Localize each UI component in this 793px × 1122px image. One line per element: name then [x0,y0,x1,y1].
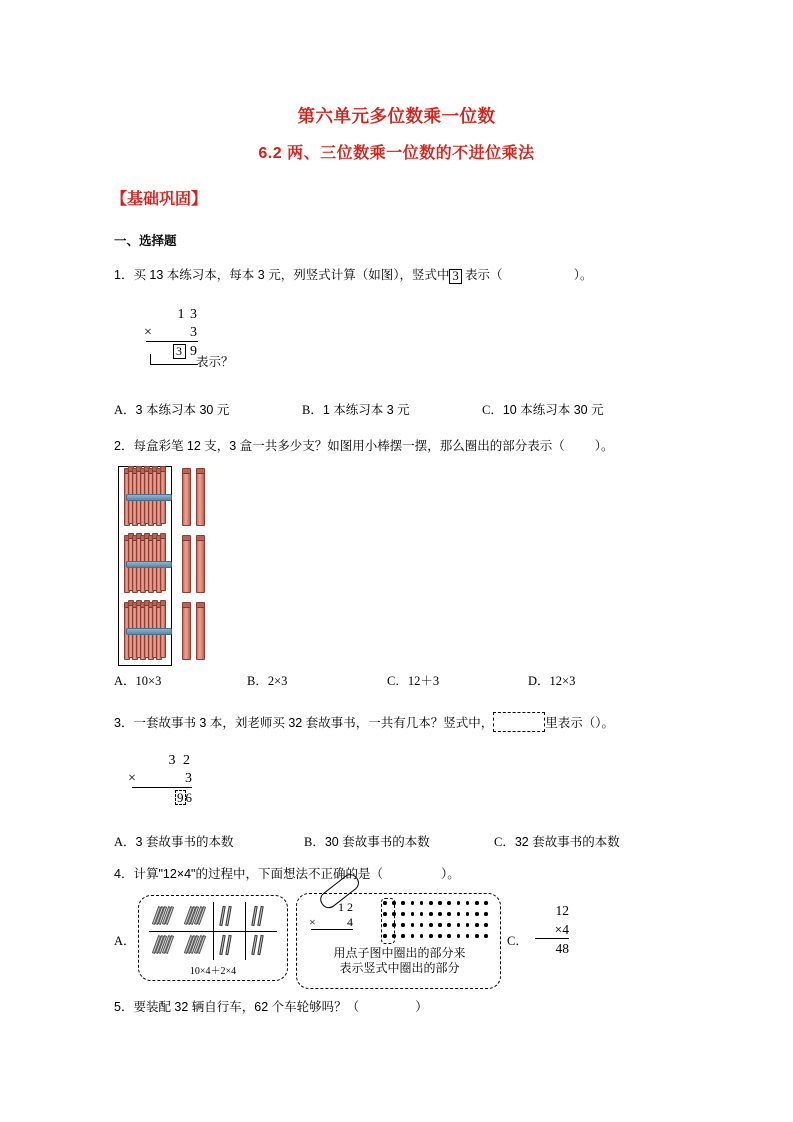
q1-result-boxed-digit: 3 [173,344,186,359]
dot [457,934,461,938]
q2-sticks-figure [118,466,214,666]
stick-bundle-row [118,466,214,528]
dot [411,901,415,905]
loose-stick [182,468,191,526]
stick-cap [161,601,165,606]
q1-boxed-digit: 3 [449,269,461,284]
dot [475,901,479,905]
q4-option-b-caption [303,946,496,976]
q1-option-a-text: 3 本练习本 30 元 [135,403,230,417]
q3-result-rest: 6 [185,790,192,805]
q4-option-c-key[interactable]: C． [507,934,528,948]
loose-stick [196,468,205,526]
q2-option-b-text: 2×3 [267,674,288,688]
question-1-text [114,265,684,285]
q2-option-a-text: 10×3 [135,674,162,688]
q1-text-after: 表示（ [464,268,503,282]
stick-bundle [124,466,166,524]
grid-vertical-line-2 [245,902,246,960]
dot-row [383,901,495,905]
dot [429,912,433,916]
dot [438,934,442,938]
dot [447,912,451,916]
mini-stick [257,906,264,926]
q3-multiplicand: 3 2 [168,753,192,768]
dot [420,901,424,905]
bundle-band [126,494,172,501]
loose-stick [196,602,205,660]
dot [457,912,461,916]
q1-pointer-label: 表示？ [196,355,234,369]
q2-option-d-text: 12×3 [549,674,576,688]
page-title-unit: 第六单元多位数乘一位数 [297,106,496,126]
q4-option-c-figure[interactable] [535,901,569,958]
q3-result-dashed-digit: 9 [177,790,184,805]
bundle-band [126,628,172,635]
q3-multiplier-row [128,770,192,788]
stick-bundle-row [118,533,214,595]
dot [475,934,479,938]
stick-pair [221,906,237,926]
question-4-text [114,864,684,884]
q3-option-c-text: 32 套故事书的本数 [514,835,620,849]
multiply-sign-icon: × [309,915,316,929]
q3-option-a[interactable]: A．3 套故事书的本数 [114,835,234,849]
stick-pair [221,935,237,955]
loose-stick [182,602,191,660]
stick-cap [183,469,190,474]
dot [484,923,488,927]
dot [484,934,488,938]
dot-row [383,923,495,927]
dot [401,912,405,916]
q4-text-end: ）。 [440,867,460,881]
subsection-header: 一、选择题 [114,234,177,248]
stick-bundle-row [118,600,214,662]
q2-option-a[interactable]: A．10×3 [114,674,162,688]
dot [438,912,442,916]
bundle-band [126,561,172,568]
dot [438,923,442,927]
dot-row [383,934,495,938]
question-3-text [114,712,684,733]
q3-option-c[interactable]: C．32 套故事书的本数 [494,835,620,849]
stick-cap [197,469,204,474]
dot [429,934,433,938]
q4-b-multiplicand: 1 2 [338,900,353,914]
dot [438,901,442,905]
q3-option-a-text: 3 套故事书的本数 [135,835,234,849]
multiply-sign-icon: × [144,325,153,340]
q4-option-c-letter: C [507,934,516,948]
mini-bundle [155,935,175,955]
stick-cap [183,536,190,541]
stick-cap [183,603,190,608]
dot [457,923,461,927]
dot [411,912,415,916]
q3-option-c-key: C [494,835,503,849]
stick-bundle [124,533,166,591]
stick-cap [161,534,165,539]
loose-stick [182,535,191,593]
mini-bundle [155,906,175,926]
mini-stick [225,906,232,926]
dot [401,923,405,927]
q3-text-after: 里表示（）。 [545,716,614,730]
q4-option-a-formula: 10×4＋2×4 [189,966,237,977]
question-5-text [114,997,684,1017]
q1-multiplicand: 1 3 [177,307,198,322]
question-1-options [114,400,694,418]
dot [401,901,405,905]
q2-option-c[interactable]: C．12＋3 [387,674,440,688]
stick-bundle [124,600,166,658]
q1-text-end: ）。 [573,268,593,282]
dot [411,923,415,927]
question-2-options [114,671,694,689]
q1-text-before: 1．买 13 本练习本，每本 3 元，列竖式计算（如图），竖式中 [114,268,450,282]
q5-text-end: ） [415,1000,428,1014]
q1-pointer-line [150,354,198,365]
q3-multiplier: 3 [185,771,192,786]
q3-option-a-key: A [114,835,124,849]
q4-c-multiplicand: 12 [555,903,569,918]
q2-text-end: ）。 [594,439,614,453]
dot [420,912,424,916]
dot [466,934,470,938]
q1-option-b-text: 1 本练习本 3 元 [322,403,410,417]
q2-option-a-key: A [114,674,124,688]
dot-row [383,912,495,916]
dot [429,923,433,927]
dot [475,923,479,927]
q1-vertical-calculation [146,306,198,360]
q2-text: 2．每盒彩笔 12 支，3 盒一共多少支？如图用小棒摆一摆，那么圈出的部分表示（ [114,439,565,453]
q3-vertical-calculation [128,752,192,806]
q1-multiplier: 3 [190,325,198,340]
q4-c-result: 48 [555,941,569,956]
q4-option-a-key[interactable]: A． [114,934,136,948]
q4-text: 4．计算"12×4"的过程中，下面想法不正确的是（ [114,867,383,881]
q4-b-circled-column [381,898,395,944]
q4-b-multiplier-row [311,915,353,930]
q1-option-a-key: A [114,403,124,417]
dot [457,901,461,905]
q1-multiplier-row [146,324,198,342]
mini-stick [257,935,264,955]
stick-cap [197,603,204,608]
mini-bundle [187,906,207,926]
dot [447,923,451,927]
loose-stick [196,535,205,593]
dot [447,901,451,905]
grid-vertical-line-1 [213,902,214,960]
q4-option-a-letter: A [114,934,124,948]
q4-b-multiplier: 4 [347,915,353,929]
dot [420,923,424,927]
q3-option-b-text: 30 套故事书的本数 [324,835,430,849]
q4-b-vertical-calculation [305,898,377,940]
q3-result-row [132,788,192,806]
q1-option-c[interactable]: C．10 本练习本 30 元 [482,403,604,417]
q2-option-c-key: C [387,674,396,688]
q4-a-stick-grid [149,902,277,960]
multiply-sign-icon: × [128,771,136,786]
dot [447,934,451,938]
dot [475,912,479,916]
q4-b-caption-line1: 用点子图中圈出的部分来 [333,946,466,960]
stick-pair [253,935,269,955]
dot [420,934,424,938]
q3-text-before: 3．一套故事书 3 本，刘老师买 32 套故事书，一共有几本？竖式中， [114,716,494,730]
question-4-options [114,893,694,993]
q3-option-b[interactable]: B．30 套故事书的本数 [304,835,430,849]
q2-option-d[interactable]: D．12×3 [528,674,576,688]
question-3-options [114,832,694,850]
question-2-text [114,436,684,456]
q1-result-rest: 9 [190,344,198,359]
q3-option-b-key: B [304,835,313,849]
dot [484,912,488,916]
q1-option-c-text: 10 本练习本 30 元 [502,403,604,417]
q5-text: 5．要装配 32 辆自行车，62 个车轮够吗？（ [114,1000,360,1014]
q1-option-b[interactable]: B．1 本练习本 3 元 [302,403,410,417]
dot [466,923,470,927]
q4-c-multiplier: ×4 [535,920,569,939]
stick-cap [197,536,204,541]
q3-dashed-answer-box[interactable] [493,712,545,732]
q2-option-b-key: B [247,674,256,688]
dot [466,901,470,905]
q1-option-b-key: B [302,403,311,417]
q4-option-b-figure[interactable] [296,893,501,989]
q4-option-a-figure[interactable] [138,895,288,981]
q1-option-c-key: C [482,403,491,417]
dot [411,934,415,938]
dot [429,901,433,905]
mini-stick [225,935,232,955]
dot [466,912,470,916]
mini-bundle [187,935,207,955]
q2-option-d-key: D [528,674,538,688]
page-title-lesson: 6.2 两、三位数乘一位数的不进位乘法 [258,145,535,162]
dot [484,901,488,905]
stick-cap [161,467,165,472]
q1-option-a[interactable]: A．3 本练习本 30 元 [114,403,230,417]
stick-pair [253,906,269,926]
dot [401,934,405,938]
section-header: 【基础巩固】 [111,191,208,208]
q2-option-b[interactable]: B．2×3 [247,674,288,688]
q2-option-c-text: 12＋3 [407,674,440,688]
q4-b-dot-grid [383,901,495,941]
q4-b-caption-line2: 表示竖式中圈出的部分 [339,961,460,975]
